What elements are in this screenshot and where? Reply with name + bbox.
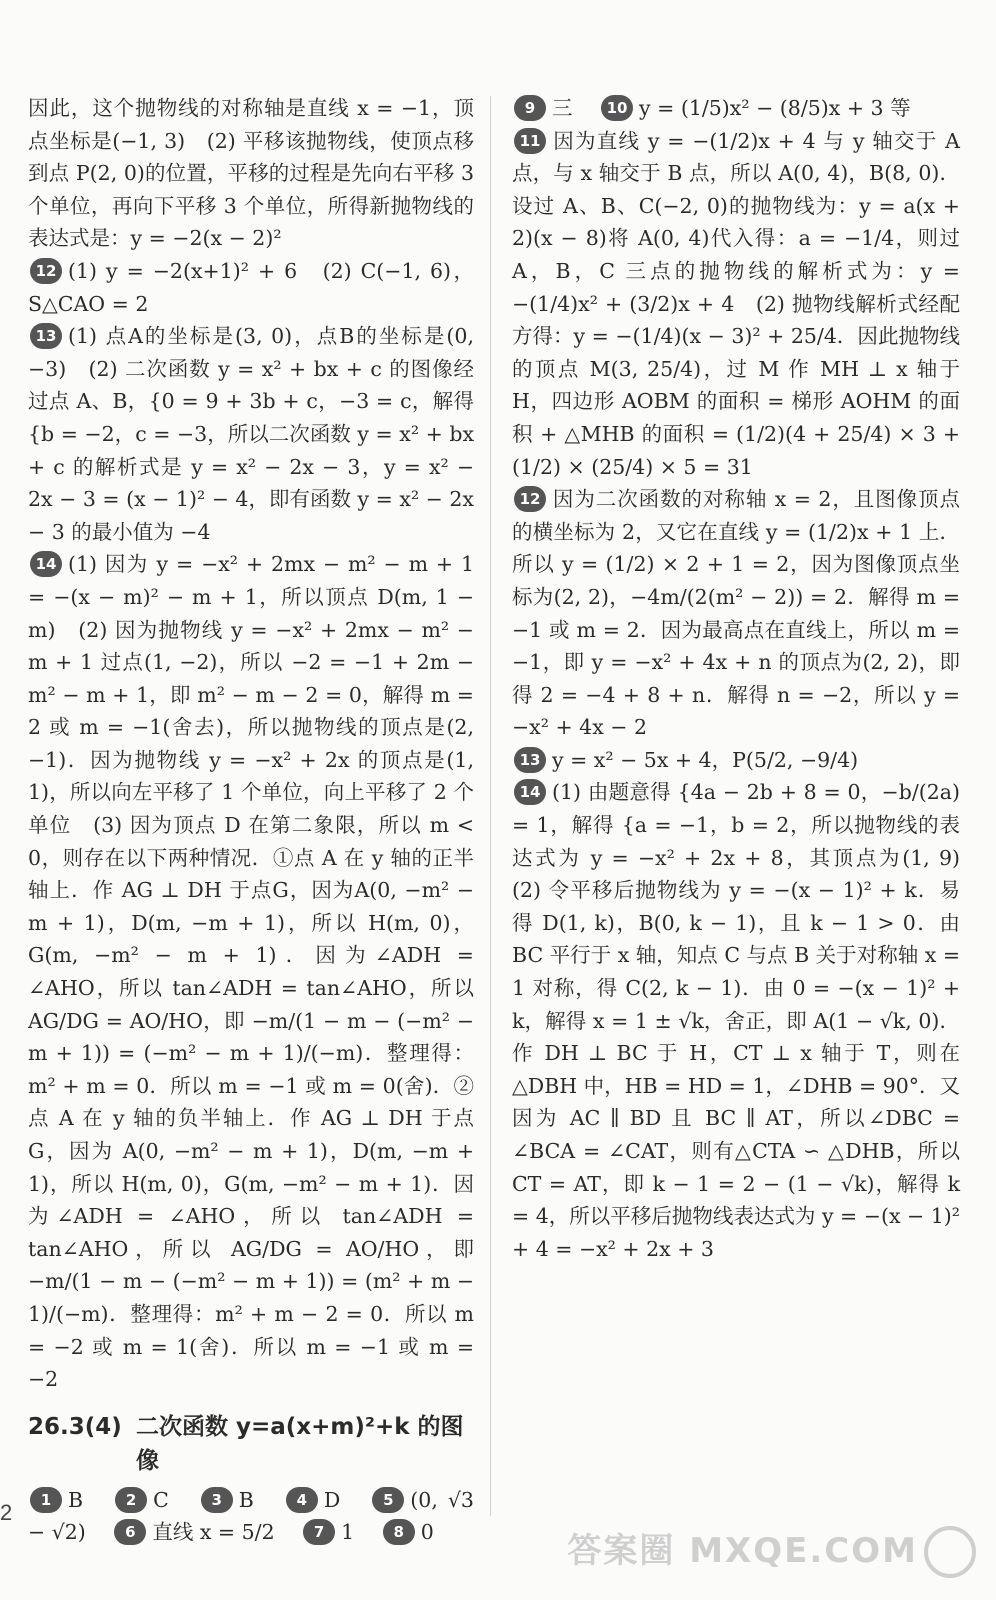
answer-text: B — [68, 1487, 84, 1512]
answer-11 — [512, 125, 960, 484]
section-title: 二次函数 y=a(x+m)²+k 的图像 — [136, 1413, 464, 1474]
answer-text: B — [238, 1487, 254, 1512]
answer-text: (0, √3 − √2) — [28, 1487, 474, 1545]
answer-12-right — [512, 483, 960, 744]
question-badge: 11 — [514, 128, 546, 154]
page-number: 2 — [0, 1500, 13, 1525]
answer-13-right — [512, 744, 960, 777]
question-badge: 14 — [514, 779, 546, 805]
question-badge: 5 — [372, 1487, 404, 1513]
question-badge: 4 — [286, 1487, 318, 1513]
answer-14 — [28, 548, 474, 1395]
section-number: 26.3(4) — [28, 1413, 122, 1440]
answer-11-continued: 因此，这个抛物线的对称轴是直线 x = −1，顶点坐标是(−1, 3) (2) 平移该抛物线，使顶点移到点 P(2, 0)的位置，平移的过程是先向右平移 3 个单位，再向下平移 3 个单位，所得新抛物线的表达式是：y = −2(x − 2)² — [28, 96, 474, 251]
question-badge: 13 — [30, 323, 62, 349]
short-answer — [199, 1488, 254, 1512]
circle-logo-icon — [924, 1526, 976, 1578]
question-badge: 10 — [601, 95, 633, 121]
section-heading — [28, 1410, 474, 1478]
answer-text: 直线 x = 5/2 — [152, 1520, 275, 1545]
short-answer — [112, 1520, 274, 1544]
question-badge: 9 — [514, 95, 546, 121]
short-answer — [381, 1520, 434, 1544]
answer-11-text: 因为直线 y = −(1/2)x + 4 与 y 轴交于 A 点，与 x 轴交于 B 点，所以 A(0, 4)，B(8, 0)．设过 A、B、C(−2, 0)的抛物线为：y = a(x + 2)(x − 8)将 A(0, 4)代入得：a = −1/4，则过 A，B，C 三点的抛物线的解析式为：y = −(1/4)x² + (3/2)x + 4 (2) 抛物线解析式经配方得：y = −(1/4)(x − 3)² + 25/4．因此抛物线的顶点 M(3, 25/4)，过 M 作 MH ⊥ x 轴于 H，四边形 AOBM 的面积 = 梯形 AOHM 的面积 + △MHB 的面积 = (1/2)(4 + 25/4) × 3 + (1/2) × (25/4) × 5 = 31 — [512, 128, 960, 479]
short-answer — [28, 1488, 83, 1512]
answer-text: 0 — [420, 1520, 434, 1545]
answer-text: 三 — [552, 96, 573, 120]
answer-text: y = (1/5)x² − (8/5)x + 3 等 — [639, 96, 911, 120]
short-answer — [113, 1488, 169, 1512]
answer-14-right-text: (1) 由题意得 {4a − 2b + 8 = 0，−b/(2a) = 1，解得 {a = −1，b = 2，所以抛物线的表达式为 y = −x² + 2x + 8，其顶点为(1, 9) (2) 令平移后抛物线为 y = −(x − 1)² + k．易得 D(1, k)，B(0, k − 1)，且 k − 1 > 0．由 BC 平行于 x 轴，知点 C 与点 B 关于对称轴 x = 1 对称，得 C(2, k − 1)．由 0 = −(x − 1)² + k，解得 x = 1 ± √k，舍正，即 A(1 − √k, 0)．作 DH ⊥ BC 于 H，CT ⊥ x 轴于 T，则在△DBH 中，HB = HD = 1，∠DHB = 90°．又因为 AC ∥ BD 且 BC ∥ AT，所以∠DBC = ∠BCA = ∠CAT，则有△CTA ∽ △DHB，所以 CT = AT，即 k − 1 = 2 − (1 − √k)，解得 k = 4，所以平移后抛物线表达式为 y = −(x − 1)² + 4 = −x² + 2x + 3 — [512, 780, 981, 1261]
left-column — [28, 92, 474, 1549]
right-column — [512, 92, 981, 1265]
answer-text: C — [153, 1487, 169, 1512]
question-badge: 1 — [30, 1487, 62, 1513]
answer-13-right-text: y = x² − 5x + 4，P(5/2, −9/4) — [552, 747, 859, 772]
question-badge: 14 — [30, 551, 62, 577]
question-badge: 12 — [514, 486, 546, 512]
answer-14-text: (1) 因为 y = −x² + 2mx − m² − m + 1 = −(x − m)² − m + 1，所以顶点 D(m, 1 − m) (2) 因为抛物线 y = −x² + 2mx − m² − m + 1 过点(1, −2)，所以 −2 = −1 + 2m − m² − m + 1，即 m² − m − 2 = 0，解得 m = 2 或 m = −1(舍去)，所以抛物线的顶点是(2, −1)．因为抛物线 y = −x² + 2x 的顶点是(1, 1)，所以向左平移了 1 个单位，向上平移了 2 个单位 (3) 因为顶点 D 在第二象限，所以 m < 0，则存在以下两种情况．①点 A 在 y 轴的正半轴上．作 AG ⊥ DH 于点G，因为A(0, −m² − m + 1)，D(m, −m + 1)，所以 H(m, 0)，G(m, −m² − m + 1)．因为∠ADH = ∠AHO，所以 tan∠ADH = tan∠AHO，所以 AG/DG = AO/HO，即 −m/(1 − m − (−m² − m + 1)) = (−m² − m + 1)/(−m)．整理得：m² + m = 0．所以 m = −1 或 m = 0(舍)．②点 A 在 y 轴的负半轴上．作 AG ⊥ DH 于点G，因为 A(0, −m² − m + 1)，D(m, −m + 1)，所以 H(m, 0)，G(m, −m² − m + 1)．因为∠ADH = ∠AHO，所以 tan∠ADH = tan∠AHO，所以 AG/DG = AO/HO，即 −m/(1 − m − (−m² − m + 1)) = (m² + m − 1)/(−m)．整理得：m² + m − 2 = 0．所以 m = −2 或 m = 1(舍)．所以 m = −1 或 m = −2 — [28, 552, 474, 1392]
question-badge: 13 — [514, 747, 546, 773]
question-badge: 2 — [115, 1487, 147, 1513]
answer-13-text: (1) 点A的坐标是(3, 0)，点B的坐标是(0, −3) (2) 二次函数 y = x² + bx + c 的图像经过点 A、B，{0 = 9 + 3b + c，−3 = c，解得 {b = −2，c = −3，所以二次函数 y = x² + bx + c 的解析式是 y = x² − 2x − 3，y = x² − 2x − 3 = (x − 1)² − 4，即有函数 y = x² − 2x − 3 的最小值为 −4 — [28, 324, 474, 544]
answer-12 — [28, 255, 474, 320]
answer-text: D — [323, 1487, 341, 1512]
question-badge: 3 — [201, 1487, 233, 1513]
column-divider — [490, 96, 491, 1516]
question-badge: 6 — [114, 1519, 146, 1545]
watermark-text: 答案圈 MXQE.COM — [567, 1530, 918, 1571]
answer-12-text: (1) y = −2(x+1)² + 6 (2) C(−1, 6)，S△CAO = 2 — [28, 258, 474, 316]
short-answer — [284, 1488, 340, 1512]
short-answers-continued — [512, 92, 960, 125]
answer-14-right — [512, 776, 981, 1265]
short-answer — [301, 1520, 354, 1544]
question-badge: 8 — [383, 1519, 415, 1545]
site-watermark — [567, 1523, 976, 1579]
answer-12-right-text: 因为二次函数的对称轴 x = 2，且图像顶点的横坐标为 2，又它在直线 y = (1/2)x + 1 上．所以 y = (1/2) × 2 + 1 = 2，因为图像顶点坐标为(2, 2)，−4m/(2(m² − 2)) = 2．解得 m = −1 或 m = 2．因为最高点在直线上，所以 m = −1，即 y = −x² + 4x + n 的顶点为(2, 2)，即得 2 = −4 + 8 + n．解得 n = −2，所以 y = −x² + 4x − 2 — [512, 487, 960, 740]
answer-text: 1 — [341, 1520, 355, 1545]
question-badge: 7 — [303, 1519, 335, 1545]
short-answer — [599, 96, 911, 120]
answer-13 — [28, 320, 474, 548]
short-answer — [512, 96, 573, 120]
short-answers — [28, 1484, 474, 1549]
question-badge: 12 — [30, 258, 62, 284]
